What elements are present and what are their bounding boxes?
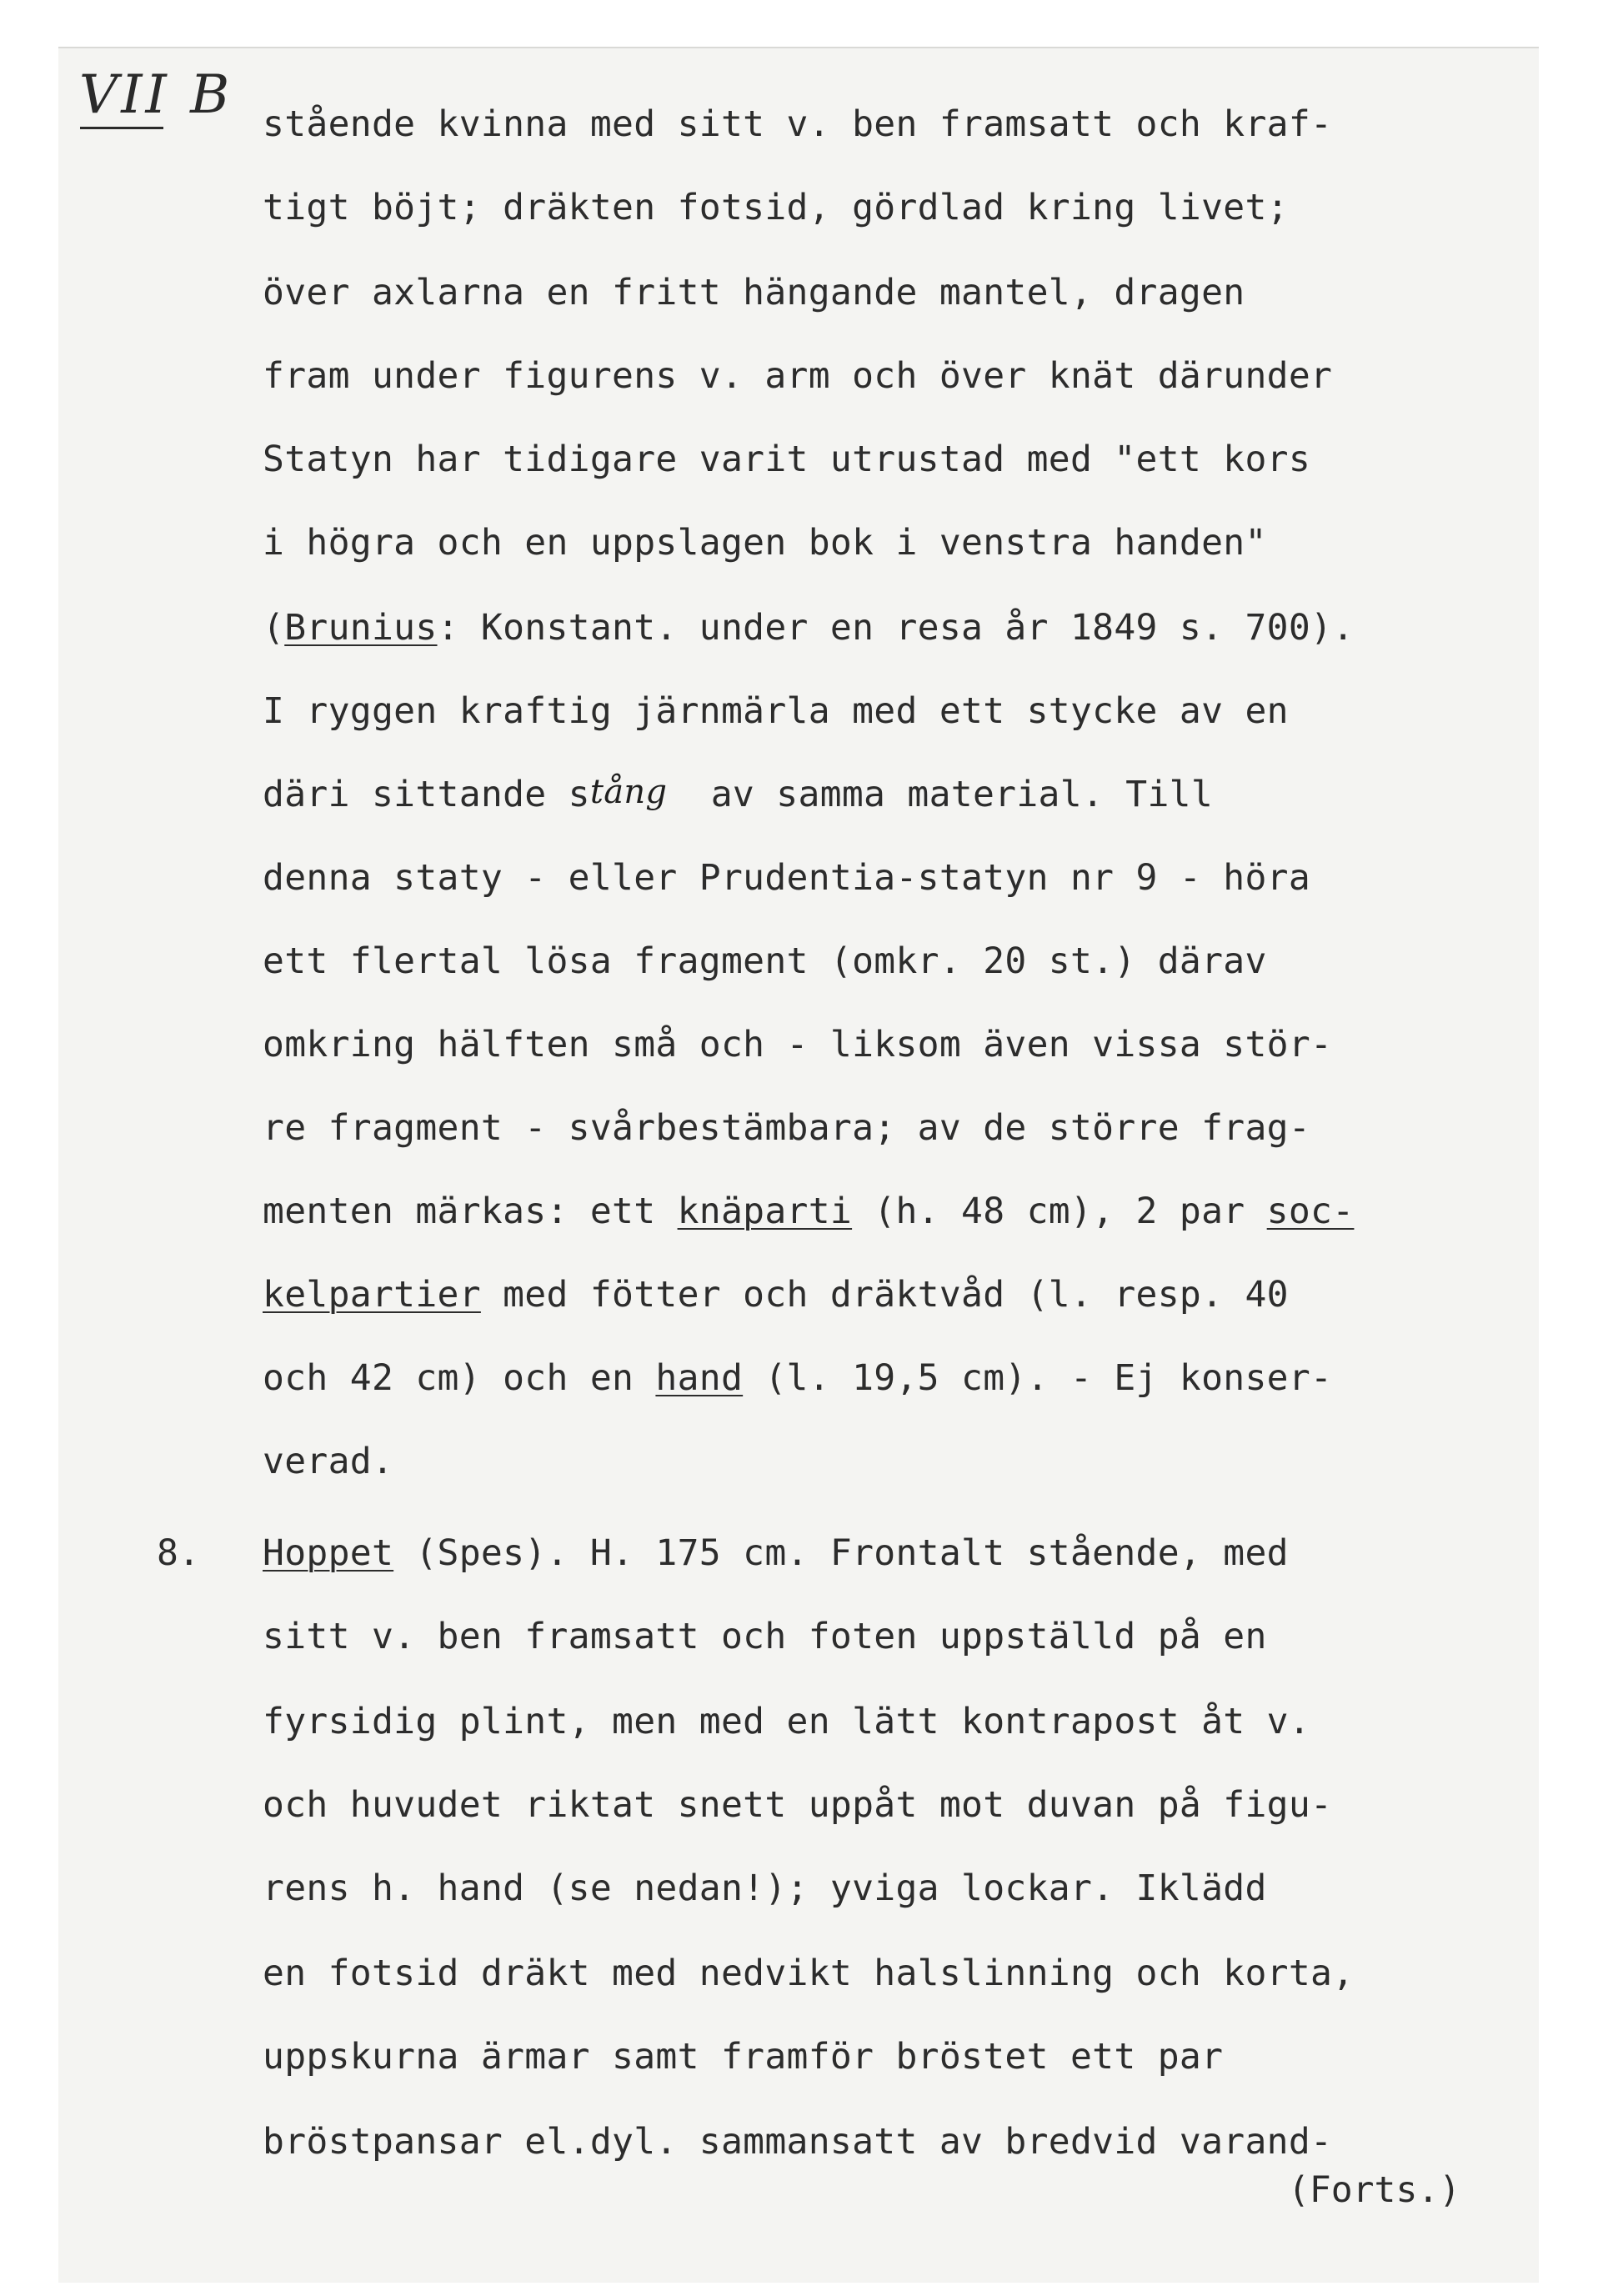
text-line: fyrsidig plint, men med en lätt kontrapost åt v. — [263, 1701, 1311, 1742]
text-segment: (h. 48 cm), 2 par — [852, 1191, 1267, 1232]
text-line — [263, 1357, 1333, 1399]
text-line — [263, 1191, 1355, 1232]
text-segment: (Spes). H. 175 cm. Frontalt stående, med — [393, 1532, 1289, 1574]
text-line — [263, 773, 1214, 815]
underlined-term: knäparti — [677, 1191, 853, 1232]
item-number: 8. — [157, 1532, 200, 1574]
text-line — [263, 1532, 1289, 1574]
text-segment: däri sittande s — [263, 774, 590, 815]
text-line: denna staty - eller Prudentia-statyn nr 9 - höra — [263, 857, 1311, 899]
text-segment: och 42 cm) och en — [263, 1357, 656, 1399]
continued-note: (Forts.) — [1288, 2169, 1461, 2211]
text-line: fram under figurens v. arm och över knät därunder — [263, 355, 1333, 397]
text-segment: (l. 19,5 cm). - Ej konser- — [743, 1357, 1333, 1399]
text-line: verad. — [263, 1441, 394, 1482]
text-segment: ( — [263, 607, 285, 649]
text-line: bröstpansar el.dyl. sammansatt av bredvid varand- — [263, 2121, 1333, 2163]
text-line — [263, 1274, 1289, 1316]
text-segment: : Konstant. under en resa år 1849 s. 700). — [437, 607, 1355, 649]
text-segment: med fötter och dräktvåd (l. resp. 40 — [480, 1274, 1289, 1316]
underlined-term: kelpartier — [263, 1274, 481, 1316]
underlined-term: hand — [655, 1357, 744, 1399]
text-line: ett flertal lösa fragment (omkr. 20 st.) därav — [263, 940, 1267, 982]
handwritten-annotation: VII B — [79, 64, 233, 126]
page-margin — [0, 0, 1603, 48]
text-line: tigt böjt; dräkten fotsid, gördlad kring livet; — [263, 187, 1289, 228]
text-line: i högra och en uppslagen bok i venstra handen" — [263, 522, 1267, 564]
annotation-underline — [80, 127, 163, 129]
text-line: stående kvinna med sitt v. ben framsatt och kraf- — [263, 103, 1333, 145]
text-line: Statyn har tidigare varit utrustad med "ett kors — [263, 439, 1311, 480]
text-line: re fragment - svårbestämbara; av de större frag- — [263, 1107, 1311, 1149]
text-line — [263, 607, 1355, 649]
text-line: och huvudet riktat snett uppåt mot duvan på figu- — [263, 1784, 1333, 1826]
text-line: omkring hälften små och - liksom även vissa stör- — [263, 1024, 1333, 1065]
text-segment: menten märkas: ett — [263, 1191, 678, 1232]
text-line: uppskurna ärmar samt framför bröstet ett par — [263, 2036, 1224, 2078]
text-line: rens h. hand (se nedan!); yviga lockar. Iklädd — [263, 1867, 1267, 1909]
text-line: en fotsid dräkt med nedvikt halslinning och korta, — [263, 1953, 1355, 1994]
underlined-term: soc- — [1266, 1191, 1355, 1232]
underlined-term: Brunius — [284, 607, 438, 649]
text-line: över axlarna en fritt hängande mantel, dragen — [263, 272, 1245, 313]
text-segment: av samma material. Till — [667, 774, 1214, 815]
underlined-term: Hoppet — [263, 1532, 394, 1574]
text-line: I ryggen kraftig järnmärla med ett stycke av en — [263, 690, 1289, 732]
text-line: sitt v. ben framsatt och foten uppställd på en — [263, 1616, 1267, 1657]
handwritten-insertion: tång — [589, 773, 668, 811]
